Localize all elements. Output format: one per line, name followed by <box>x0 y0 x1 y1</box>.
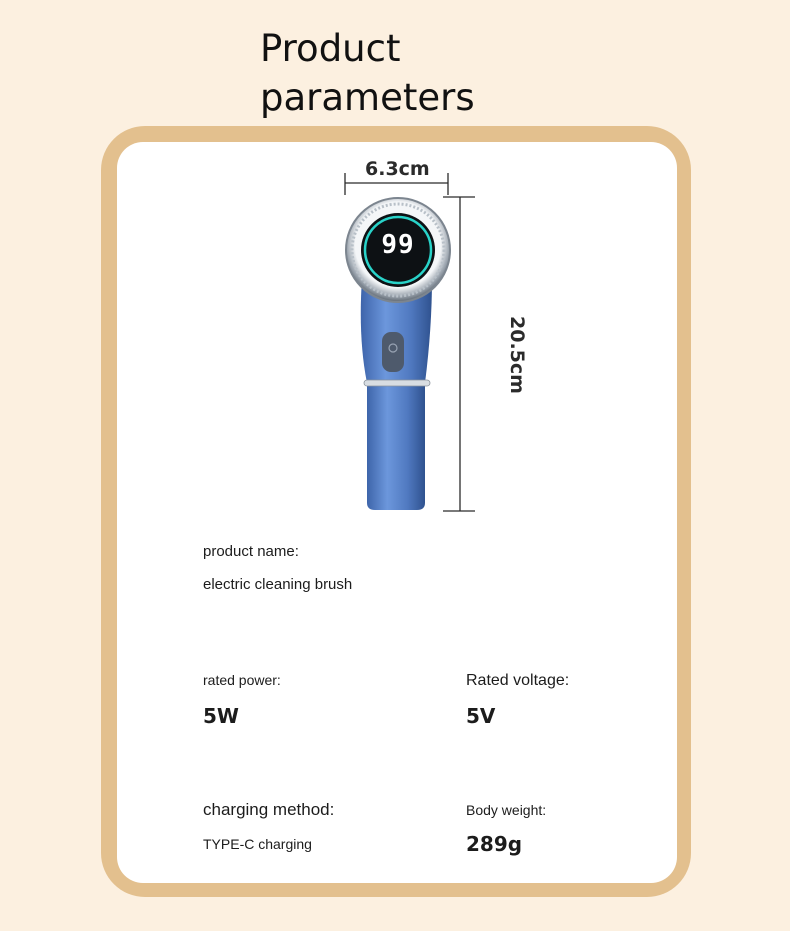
rated-voltage-label: Rated voltage: <box>466 672 570 689</box>
rated-power-value: 5W <box>203 704 239 728</box>
charging-method-label: charging method: <box>203 800 335 819</box>
product-name-value: electric cleaning brush <box>203 576 353 593</box>
product-name-label: product name: <box>203 543 299 560</box>
charging-method-value: TYPE-C charging <box>203 836 312 852</box>
body-weight-value: 289g <box>466 832 523 856</box>
device-illustration <box>330 188 470 518</box>
height-label: 20.5cm <box>506 316 528 394</box>
body-weight-label: Body weight: <box>466 802 547 818</box>
device-lower-body <box>367 383 425 510</box>
title-line-1: Product <box>260 27 401 70</box>
title-line-2: parameters <box>260 76 475 119</box>
chrome-band <box>364 380 430 386</box>
rated-voltage-value: 5V <box>466 704 496 728</box>
width-label: 6.3cm <box>365 158 430 180</box>
rated-power-label: rated power: <box>203 672 281 688</box>
device-display-reading: 99 <box>381 230 415 260</box>
